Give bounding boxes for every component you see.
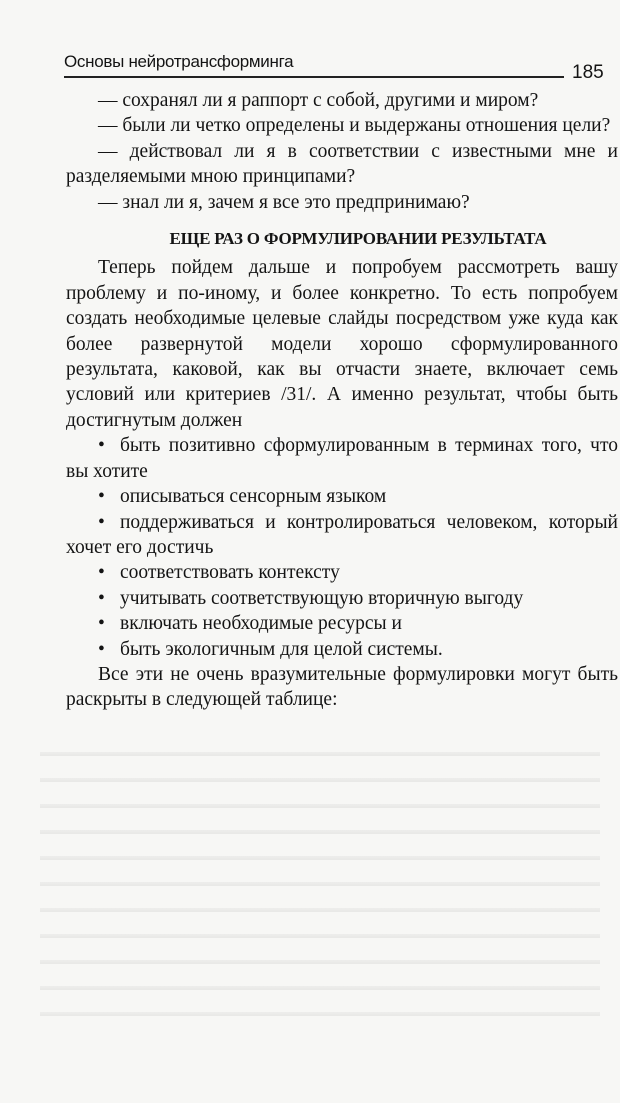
list-item bbox=[66, 433, 618, 484]
list-item-text: быть экологичным для целой системы. bbox=[120, 638, 443, 660]
bullet-icon: • bbox=[98, 613, 105, 635]
criteria-list bbox=[66, 433, 618, 662]
closing-paragraph: Все эти не очень вразумительные формулировки могут быть раскрыты в следующей таблице: bbox=[66, 663, 618, 711]
list-item-text: быть позитивно сформулированным в терминах того, что вы хотите bbox=[66, 435, 618, 482]
section-heading: ЕЩЕ РАЗ О ФОРМУЛИРОВАНИИ РЕЗУЛЬТАТА bbox=[169, 229, 547, 249]
list-item bbox=[66, 510, 618, 561]
list-item bbox=[66, 637, 618, 662]
bullet-icon: • bbox=[98, 511, 105, 533]
running-title: Основы нейротрансформинга bbox=[64, 52, 564, 78]
list-item-text: описываться сенсорным языком bbox=[120, 486, 387, 508]
list-item-text: учитывать соответствующую вторичную выгоду bbox=[120, 587, 524, 609]
intro-paragraph: Теперь пойдем дальше и попробуем рассмотреть вашу проблему и по-иному, и более конкретно. То есть попробуем создать необходимые целевые слайды посредством уже куда как более развернутой модели хорошо сформулированного результата, каковой, как вы отчасти знаете, включает семь условий или критериев /31/. А именно результат, чтобы быть достигнутым должен bbox=[66, 257, 618, 431]
list-item bbox=[66, 484, 618, 509]
list-item bbox=[66, 560, 618, 585]
list-item-text: включать необходимые ресурсы и bbox=[120, 613, 402, 635]
bullet-icon: • bbox=[98, 638, 105, 660]
page-number: 185 bbox=[572, 62, 604, 83]
list-item bbox=[66, 611, 618, 636]
bullet-icon: • bbox=[98, 562, 105, 584]
question-line: — были ли четко определены и выдержаны отношения цели? bbox=[98, 115, 611, 137]
bullet-icon: • bbox=[98, 587, 105, 609]
list-item bbox=[66, 586, 618, 611]
question-line: — действовал ли я в соответствии с известными мне и разделяемыми мною принципами? bbox=[66, 140, 618, 188]
question-line: — сохранял ли я раппорт с собой, другими и миром? bbox=[98, 90, 539, 111]
show-through-texture bbox=[40, 730, 600, 1030]
body-text bbox=[66, 88, 618, 713]
bullet-icon: • bbox=[98, 486, 105, 508]
list-item-text: соответствовать контексту bbox=[120, 562, 340, 584]
question-line: — знал ли я, зачем я все это предпринимаю? bbox=[98, 191, 470, 213]
bullet-icon: • bbox=[98, 435, 105, 457]
list-item-text: поддерживаться и контролироваться человеком, который хочет его достичь bbox=[66, 511, 618, 558]
